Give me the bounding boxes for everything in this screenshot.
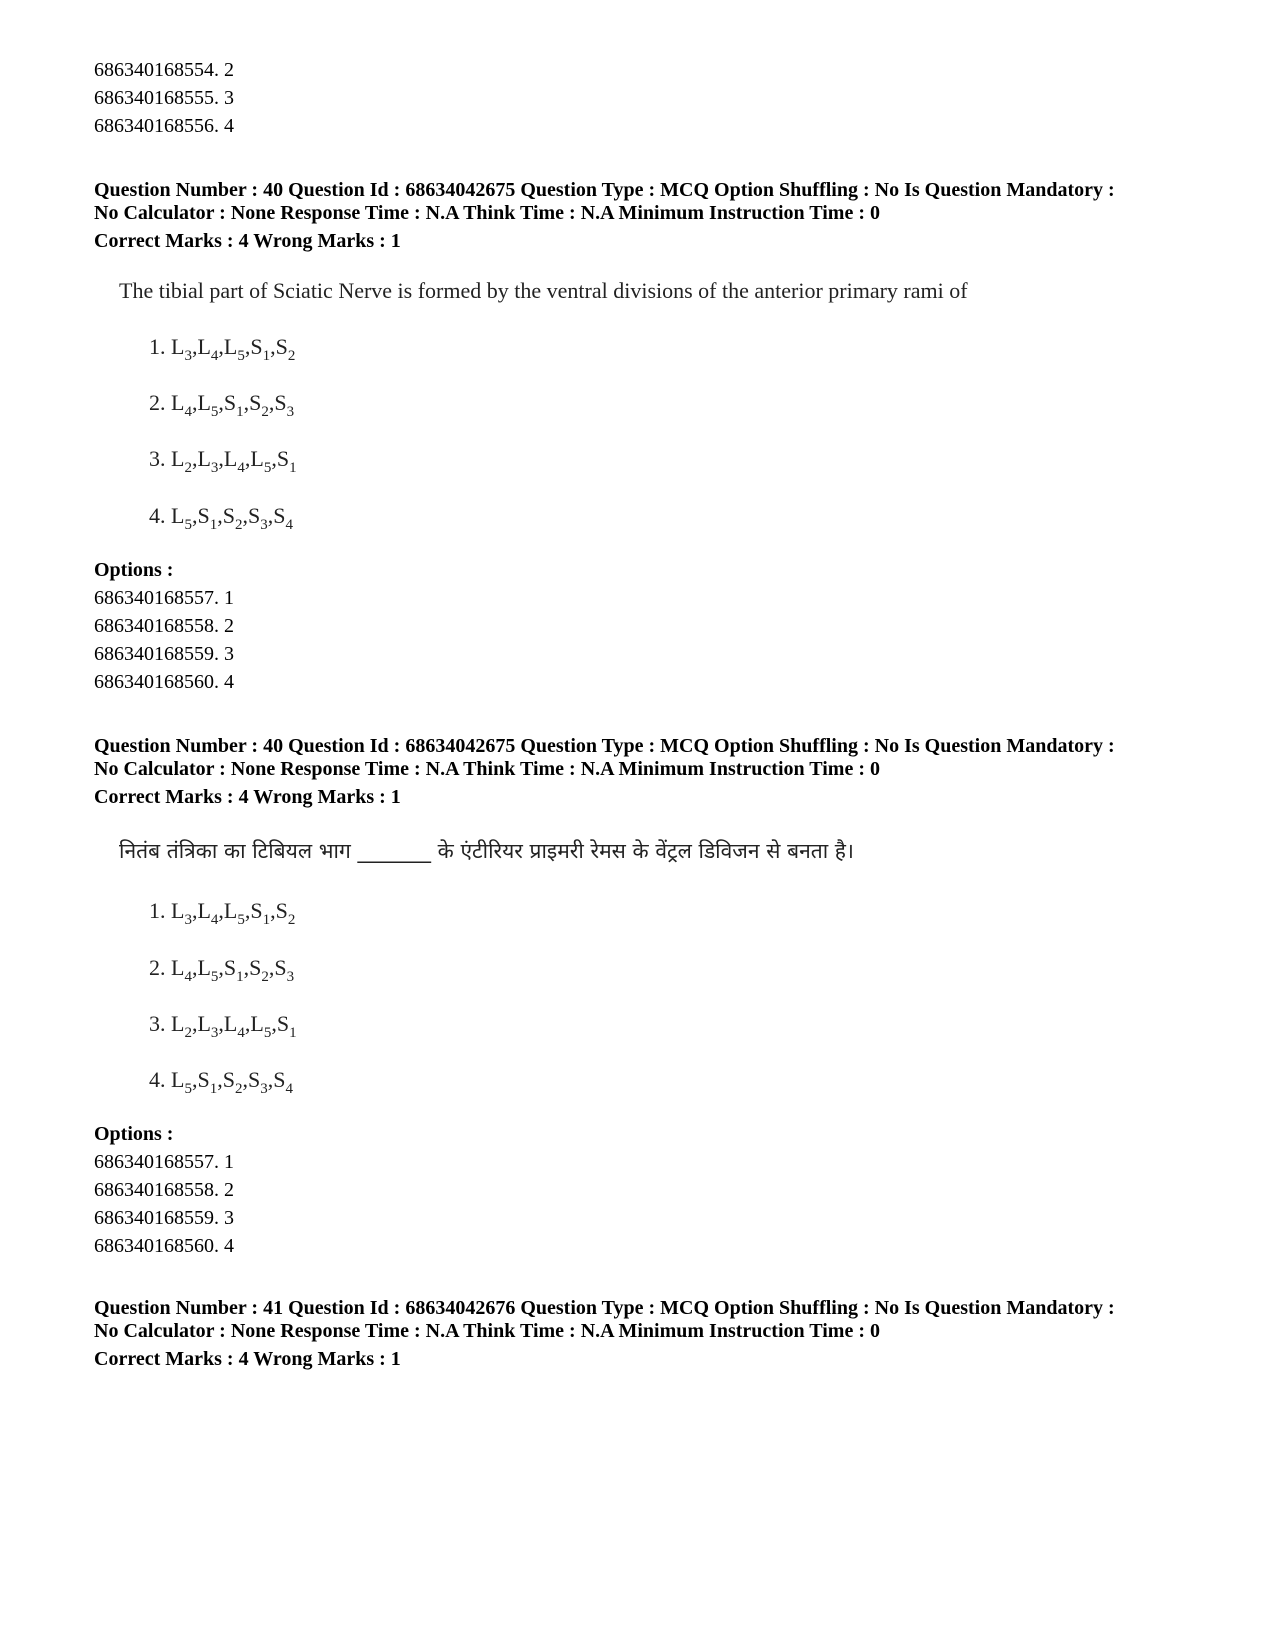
vertebra-label: $L_4$, [223,1011,251,1041]
vertebra-label: $L_4$, [223,446,251,476]
question-text-hindi: नितंब तंत्रिका का टिबियल भाग _______ के एंटीरियर प्राइमरी रेमस के वेंट्रल डिविजन से बनता है। [119,839,854,863]
vertebra-label: $L_5$, [171,1067,198,1097]
vertebra-label: $S_2$ [275,334,296,364]
question-text: The tibial part of Sciatic Nerve is formed by the ventral divisions of the anterior primary rami of [119,278,968,303]
vertebra-label: $L_4$, [171,955,198,985]
choice-number: 1. [149,334,171,359]
option-line: 686340168554. 2 [94,59,234,81]
vertebra-label: $L_3$, [171,898,198,928]
option-line: 686340168557. 1 [94,587,234,609]
vertebra-label: $L_4$, [171,390,198,420]
vertebra-label: $L_2$, [171,1011,198,1041]
vertebra-label: $S_1$, [197,503,223,533]
choice [149,334,296,364]
choice-number: 1. [149,898,171,923]
question-header: Question Number : 40 Question Id : 68634042675 Question Type : MCQ Option Shuffling : No Is Question Mandatory : [94,735,1115,757]
vertebra-label: $S_1$ [276,446,297,476]
vertebra-label: $S_1$ [276,1011,297,1041]
option-line: 686340168559. 3 [94,643,234,665]
vertebra-label: $L_4$, [197,334,224,364]
option-line: 686340168556. 4 [94,115,234,137]
option-line: 686340168557. 1 [94,1151,234,1173]
options-label: Options : [94,559,174,581]
vertebra-label: $S_1$, [250,898,276,928]
choice-number: 4. [149,1067,171,1092]
question-marks: Correct Marks : 4 Wrong Marks : 1 [94,1348,401,1370]
vertebra-label: $L_5$, [223,898,251,928]
vertebra-label: $S_2$, [222,503,248,533]
question-marks: Correct Marks : 4 Wrong Marks : 1 [94,786,401,808]
vertebra-label: $S_3$ [274,390,295,420]
vertebra-label: $L_4$, [197,898,224,928]
options-label: Options : [94,1123,174,1145]
vertebra-label: $S_3$, [247,1067,274,1097]
vertebra-label: $S_1$, [250,334,276,364]
vertebra-label: $L_3$, [171,334,198,364]
question-header: No Calculator : None Response Time : N.A Think Time : N.A Minimum Instruction Time : 0 [94,202,880,224]
vertebra-label: $L_5$, [223,334,251,364]
option-line: 686340168558. 2 [94,1179,234,1201]
vertebra-label: $S_2$, [222,1067,248,1097]
vertebra-label: $S_1$, [197,1067,223,1097]
vertebra-label: $L_5$, [197,390,224,420]
choice [149,955,295,985]
question-header: Question Number : 41 Question Id : 68634042676 Question Type : MCQ Option Shuffling : No Is Question Mandatory : [94,1297,1115,1319]
option-line: 686340168558. 2 [94,615,234,637]
choice [149,898,296,928]
question-header: Question Number : 40 Question Id : 68634042675 Question Type : MCQ Option Shuffling : No Is Question Mandatory : [94,179,1115,201]
vertebra-label: $S_4$ [273,1067,293,1097]
vertebra-label: $L_5$, [250,1011,277,1041]
option-line: 686340168560. 4 [94,1235,234,1257]
vertebra-label: $L_5$, [171,503,198,533]
vertebra-label: $S_2$ [275,898,296,928]
question-header: No Calculator : None Response Time : N.A Think Time : N.A Minimum Instruction Time : 0 [94,1320,880,1342]
vertebra-label: $S_3$, [247,503,274,533]
question-marks: Correct Marks : 4 Wrong Marks : 1 [94,230,401,252]
choice [149,503,293,533]
choice-number: 3. [149,1011,171,1036]
vertebra-label: $L_5$, [250,446,277,476]
vertebra-label: $S_3$ [274,955,295,985]
choice-number: 4. [149,503,171,528]
choice [149,446,297,476]
choice [149,1011,297,1041]
option-line: 686340168560. 4 [94,671,234,693]
vertebra-label: $S_1$, [223,390,250,420]
choice [149,390,295,420]
question-header: No Calculator : None Response Time : N.A Think Time : N.A Minimum Instruction Time : 0 [94,758,880,780]
option-line: 686340168555. 3 [94,87,234,109]
vertebra-label: $L_2$, [171,446,198,476]
choice-number: 2. [149,955,171,980]
option-line: 686340168559. 3 [94,1207,234,1229]
vertebra-label: $L_5$, [197,955,224,985]
vertebra-label: $S_4$ [273,503,293,533]
vertebra-label: $L_3$, [197,1011,224,1041]
choice-number: 3. [149,446,171,471]
vertebra-label: $S_2$, [249,390,275,420]
vertebra-label: $S_1$, [223,955,250,985]
choice-number: 2. [149,390,171,415]
vertebra-label: $L_3$, [197,446,224,476]
vertebra-label: $S_2$, [249,955,275,985]
choice [149,1067,293,1097]
